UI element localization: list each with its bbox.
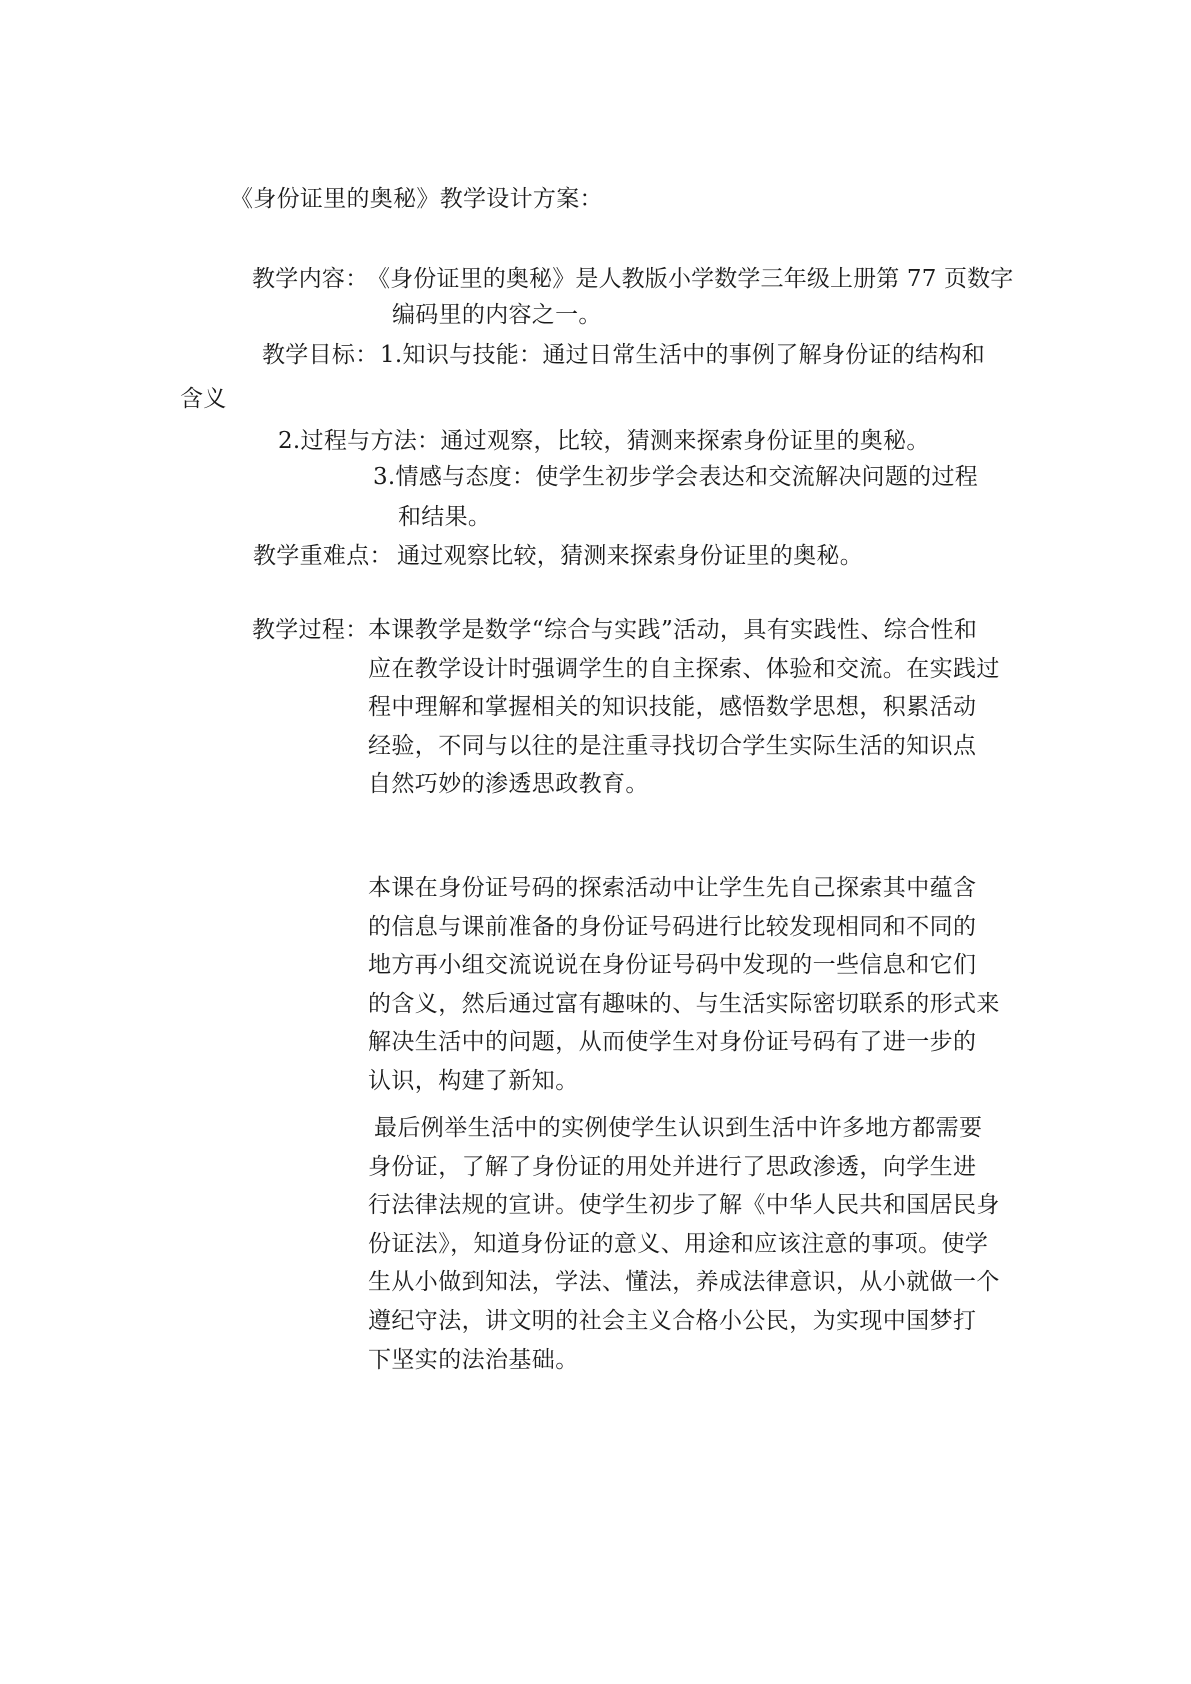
process-p1-line: 自然巧妙的渗透思政教育。: [368, 771, 649, 798]
document-title: 《身份证里的奥秘》教学设计方案：: [230, 186, 603, 212]
process-p3-line: 最后例举生活中的实例使学生认识到生活中许多地方都需要: [374, 1115, 983, 1141]
goal-knowledge-line1: 1.知识与技能：通过日常生活中的事例了解身份证的结构和: [380, 342, 986, 368]
process-p3-line: 下坚实的法治基础。: [368, 1346, 579, 1373]
key-points-text: 通过观察比较，猜测来探索身份证里的奥秘。: [397, 543, 863, 569]
goal-attitude-line1: 3.情感与态度：使学生初步学会表达和交流解决问题的过程: [373, 464, 979, 490]
process-label: 教学过程：: [252, 617, 369, 643]
process-p2-line: 认识，构建了新知。: [368, 1067, 579, 1094]
process-p1-line: 经验，不同与以往的是注重寻找切合学生实际生活的知识点: [368, 732, 977, 759]
goal-process: 2.过程与方法：通过观察，比较，猜测来探索身份证里的奥秘。: [278, 428, 930, 454]
process-p2-line: 解决生活中的问题，从而使学生对身份证号码有了进一步的: [368, 1029, 977, 1056]
process-p2-line: 的信息与课前准备的身份证号码进行比较发现相同和不同的: [368, 913, 977, 940]
content-text-line2: 编码里的内容之一。: [392, 302, 602, 328]
process-p1-line: 程中理解和掌握相关的知识技能，感悟数学思想，积累活动: [368, 694, 977, 721]
goal-attitude-line2: 和结果。: [398, 504, 492, 530]
process-p3-line: 身份证，了解了身份证的用处并进行了思政渗透，向学生进: [368, 1153, 977, 1180]
process-paragraph-3: [368, 1109, 1014, 1379]
content-label: 教学内容：: [252, 266, 369, 292]
process-p3-line: 遵纪守法，讲文明的社会主义合格小公民，为实现中国梦打: [368, 1307, 977, 1334]
process-p1-line: 应在教学设计时强调学生的自主探索、体验和交流。在实践过: [368, 655, 1000, 682]
process-p2-line: 本课在身份证号码的探索活动中让学生先自己探索其中蕴含: [368, 875, 977, 901]
process-p3-line: 份证法》，知道身份证的意义、用途和应该注意的事项。使学: [368, 1230, 989, 1257]
goal-knowledge-line2: 含义: [180, 386, 227, 412]
process-p2-line: 的含义，然后通过富有趣味的、与生活实际密切联系的形式来: [368, 990, 1000, 1017]
process-paragraph-2: [368, 869, 1008, 1101]
process-p2-line: 地方再小组交流说说在身份证号码中发现的一些信息和它们: [368, 952, 977, 979]
content-text-line1: 《身份证里的奥秘》是人教版小学数学三年级上册第 77 页数字: [367, 266, 1014, 292]
process-p3-line: 行法律法规的宣讲。使学生初步了解《中华人民共和国居民身: [368, 1192, 1000, 1219]
key-points-label: 教学重难点：: [253, 543, 393, 569]
goals-label: 教学目标：: [262, 342, 379, 368]
process-paragraph-1: [368, 611, 1008, 804]
process-p1-line: 本课教学是数学“综合与实践”活动，具有实践性、综合性和: [368, 617, 978, 643]
process-p3-line: 生从小做到知法，学法、懂法，养成法律意识，从小就做一个: [368, 1269, 1000, 1296]
